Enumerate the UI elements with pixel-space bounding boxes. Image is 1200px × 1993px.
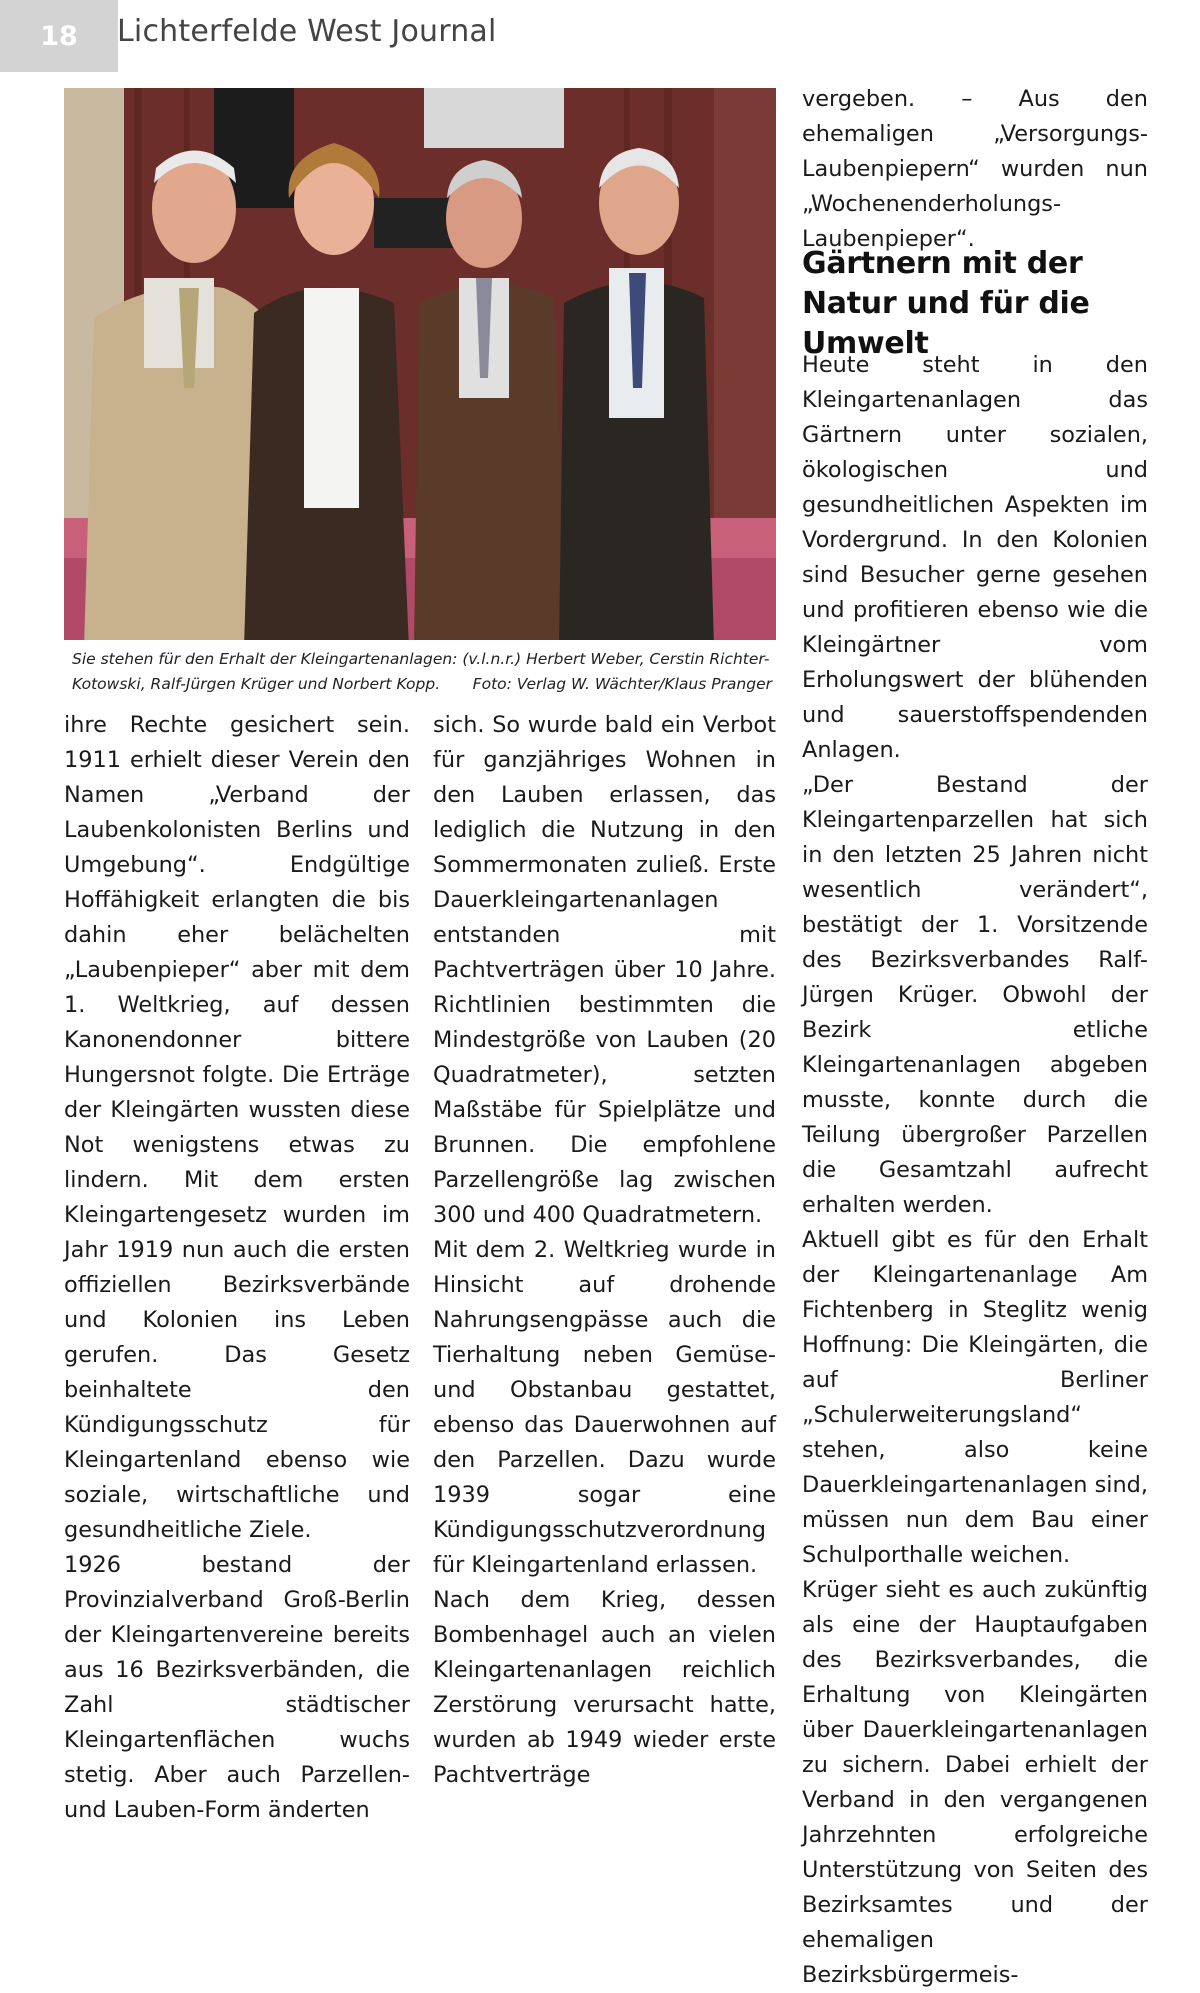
- article-column-3: [802, 348, 1148, 1993]
- paragraph: Krüger sieht es auch zukünftig als eine der Hauptaufgaben des Bezirksverbandes, die Erhaltung von Kleingärten über Dauerkleingartenanlagen zu sichern. Dabei erhielt der Verband in den vergangenen Jahrzehnten erfolgreiche Unterstützung von Seiten des Bezirksamtes und der ehemaligen Bezirksbürgermeis-: [802, 1577, 1148, 1988]
- paragraph: ihre Rechte gesichert sein. 1911 erhielt dieser Verein den Namen „Verband der Laubenkolonisten Berlins und Umgebung“. Endgültige Hoffähigkeit erlangten die bis dahin eher belächelten „Laubenpieper“ aber mit dem 1. Weltkrieg, auf dessen Kanonendonner bittere Hungersnot folgte. Die Erträge der Kleingärten wussten diese Not wenigstens etwas zu lindern. Mit dem ersten Kleingartengesetz wurden im Jahr 1919 nun auch die ersten offiziellen Bezirksverbände und Kolonien ins Leben gerufen. Das Gesetz beinhaltete den Kündigungsschutz für Kleingartenland ebenso wie soziale, wirtschaftliche und gesundheitliche Ziele.: [64, 712, 410, 1543]
- paragraph: „Der Bestand der Kleingartenparzellen hat sich in den letzten 25 Jahren nicht wesentlich verändert“, bestätigt der 1. Vorsitzende des Bezirksverbandes Ralf-Jürgen Krüger. Obwohl der Bezirk etliche Kleingartenanlagen abgeben musste, konnte durch die Teilung übergroßer Parzellen die Gesamtzahl aufrecht erhalten werden.: [802, 772, 1148, 1218]
- photo-credit: Foto: Verlag W. Wächter/Klaus Pranger: [472, 675, 772, 693]
- photo-caption: [72, 647, 772, 697]
- paragraph: Aktuell gibt es für den Erhalt der Kleingartenanlage Am Fichtenberg in Steglitz wenig Hoffnung: Die Kleingärten, die auf Berliner „Schulerweiterungsland“ stehen, also keine Dauerkleingartenanlagen sind, müssen nun dem Bau einer Schulporthalle weichen.: [802, 1227, 1148, 1568]
- article-column-2: [433, 708, 776, 1793]
- paragraph: vergeben. – Aus den ehemaligen „Versorgungs-Laubenpiepern“ wurden nun „Wochenenderholungs-Laubenpieper“.: [802, 86, 1148, 252]
- paragraph: 1926 bestand der Provinzialverband Groß-Berlin der Kleingartenvereine bereits aus 16 Bezirksverbänden, die Zahl städtischer Kleingartenflächen wuchs stetig. Aber auch Parzellen- und Lauben-Form änderten: [64, 1552, 410, 1823]
- article-column-3-top: [802, 82, 1148, 257]
- paragraph: Mit dem 2. Weltkrieg wurde in Hinsicht auf drohende Nahrungsengpässe auch die Tierhaltung neben Gemüse- und Obstanbau gestattet, ebenso das Dauerwohnen auf den Parzellen. Dazu wurde 1939 sogar eine Kündigungsschutzverordnung für Kleingartenland erlassen.: [433, 1237, 776, 1578]
- group-photo: [64, 88, 776, 640]
- journal-title: Lichterfelde West Journal: [117, 14, 497, 49]
- paragraph: Heute steht in den Kleingartenanlagen das Gärtnern unter sozialen, ökologischen und gesundheitlichen Aspekten im Vordergrund. In den Kolonien sind Besucher gerne gesehen und profitieren ebenso wie die Kleingärtner vom Erholungswert der blühenden und sauerstoffspendenden Anlagen.: [802, 352, 1148, 763]
- paragraph: sich. So wurde bald ein Verbot für ganzjähriges Wohnen in den Lauben erlassen, das lediglich die Nutzung in den Sommermonaten zuließ. Erste Dauerkleingartenanlagen entstanden mit Pachtverträgen über 10 Jahre. Richtlinien bestimmten die Mindestgröße von Lauben (20 Quadratmeter), setzten Maßstäbe für Spielplätze und Brunnen. Die empfohlene Parzellengröße lag zwischen 300 und 400 Quadratmetern.: [433, 712, 776, 1228]
- page-number: 18: [0, 0, 118, 72]
- article-column-1: [64, 708, 410, 1828]
- paragraph: Nach dem Krieg, dessen Bombenhagel auch an vielen Kleingartenanlagen reichlich Zerstörung verursacht hatte, wurden ab 1949 wieder erste Pachtverträge: [433, 1587, 776, 1788]
- section-heading: Gärtnern mit der Natur und für die Umwelt: [802, 246, 1090, 361]
- caption-text: Sie stehen für den Erhalt der Kleingartenanlagen: (v.l.n.r.) Herbert Weber, Cerstin Richter-Kotowski, Ralf-Jürgen Krüger und Norbert Kopp.: [72, 650, 770, 693]
